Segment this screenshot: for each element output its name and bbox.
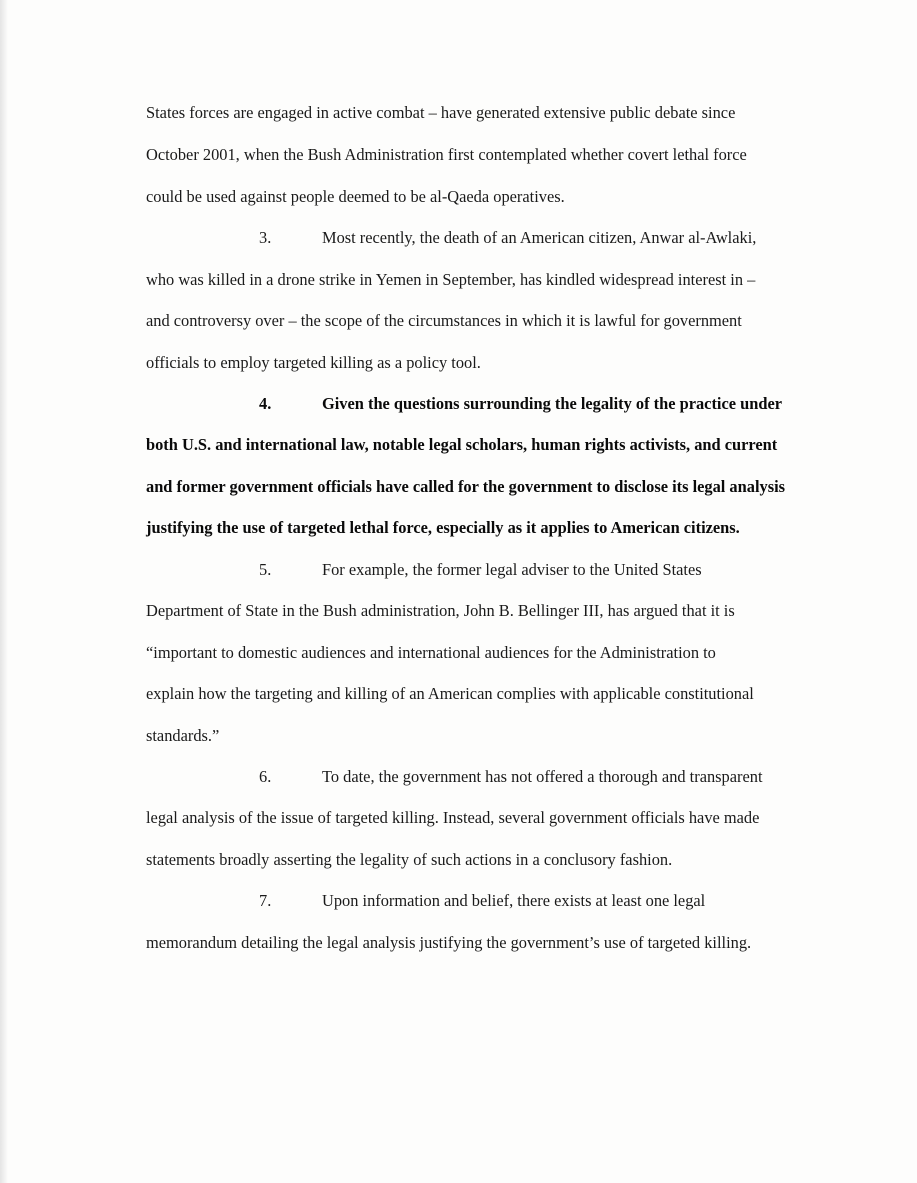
paragraph-number: 4. (259, 394, 272, 413)
text-line: memorandum detailing the legal analysis justifying the government’s use of targeted killing. (146, 933, 752, 952)
text-line: explain how the targeting and killing of an American complies with applicable constitutional (146, 684, 754, 703)
paragraph-3-first-line (259, 228, 756, 248)
text-line: who was killed in a drone strike in Yemen in September, has kindled widespread interest in – (146, 270, 756, 289)
text-line: Department of State in the Bush administration, John B. Bellinger III, has argued that it is (146, 601, 735, 620)
text-line: and former government officials have called for the government to disclose its legal analysis (146, 477, 786, 496)
text-line: could be used against people deemed to be al-Qaeda operatives. (146, 187, 565, 206)
paragraph-text: Most recently, the death of an American citizen, Anwar al-Awlaki, (322, 228, 757, 247)
paragraph-5-first-line (259, 560, 702, 580)
text-line: legal analysis of the issue of targeted killing. Instead, several government officials have made (146, 808, 760, 827)
text-line: and controversy over – the scope of the circumstances in which it is lawful for government (146, 311, 742, 330)
text-line: justifying the use of targeted lethal force, especially as it applies to American citizens. (146, 518, 740, 537)
text-line: both U.S. and international law, notable legal scholars, human rights activists, and current (146, 435, 778, 454)
text-line: October 2001, when the Bush Administration first contemplated whether covert lethal force (146, 145, 747, 164)
text-line: statements broadly asserting the legality of such actions in a conclusory fashion. (146, 850, 673, 869)
text-line: standards.” (146, 726, 220, 745)
paragraph-text: To date, the government has not offered a thorough and transparent (322, 767, 763, 786)
text-line: States forces are engaged in active combat – have generated extensive public debate since (146, 103, 736, 122)
scan-shadow-edge (0, 0, 8, 1183)
paragraph-number: 7. (259, 891, 272, 910)
paragraph-number: 3. (259, 228, 272, 247)
paragraph-text: Upon information and belief, there exists at least one legal (322, 891, 706, 910)
paragraph-text: For example, the former legal adviser to the United States (322, 560, 702, 579)
text-line: “important to domestic audiences and international audiences for the Administration to (146, 643, 716, 662)
text-line: officials to employ targeted killing as a policy tool. (146, 353, 481, 372)
paragraph-4-first-line (259, 394, 782, 414)
paragraph-number: 6. (259, 767, 272, 786)
paragraph-7-first-line (259, 891, 705, 911)
paragraph-text: Given the questions surrounding the legality of the practice under (322, 394, 783, 413)
paragraph-number: 5. (259, 560, 272, 579)
paragraph-6-first-line (259, 767, 763, 787)
